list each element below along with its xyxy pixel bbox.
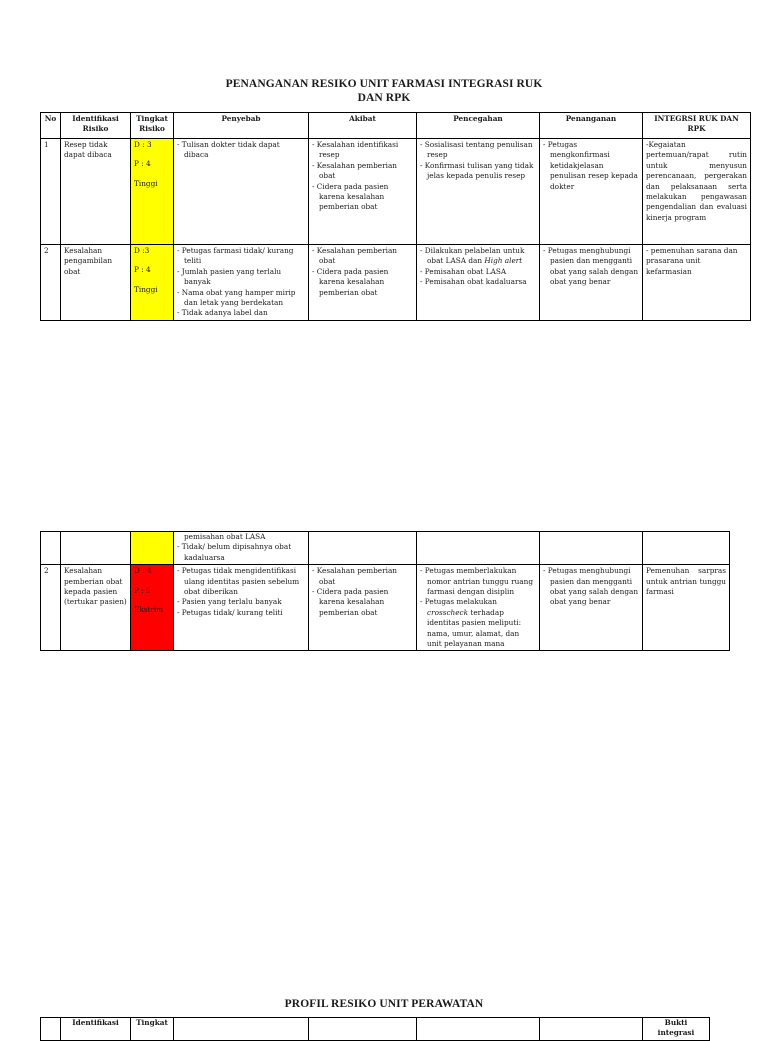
list-item-continued: pemisahan obat LASA xyxy=(184,532,266,541)
list-item: - Kesalahan pemberian obat xyxy=(312,161,413,182)
cell-akibat xyxy=(309,245,417,321)
cell-pencegahan xyxy=(417,139,540,245)
list-item: - Sosialisasi tentang penulisan resep xyxy=(420,140,536,161)
cell-identifikasi xyxy=(61,532,131,565)
tingkat-d: D : 4 xyxy=(134,566,152,576)
header-pencegahan xyxy=(417,1018,540,1041)
cell-no: 1 xyxy=(41,139,61,245)
list-item: - Petugas memberlakukan nomor antrian tunggu ruang farmasi dengan disiplin xyxy=(420,566,536,597)
cell-identifikasi: Kesalahan pengambilan obat xyxy=(61,245,131,321)
cell-no xyxy=(41,532,61,565)
list-item xyxy=(420,246,536,267)
header-no: No xyxy=(41,113,61,139)
cell-akibat xyxy=(309,139,417,245)
tingkat-d: D : 3 xyxy=(134,140,152,149)
page-title-line-1: PENANGANAN RESIKO UNIT FARMASI INTEGRASI RUK xyxy=(225,78,543,90)
header-no xyxy=(41,1018,61,1041)
list-item: - Jumlah pasien yang terlalu banyak xyxy=(177,267,305,288)
header-penanganan xyxy=(540,1018,643,1041)
header-integrasi: INTEGRSI RUK DAN RPK xyxy=(643,113,751,139)
list-item: - Petugas tidak/ kurang teliti xyxy=(177,608,305,618)
header-penyebab: Penyebab xyxy=(174,113,309,139)
header-penyebab xyxy=(174,1018,309,1041)
risk-table-farmasi-continued xyxy=(40,531,730,651)
list-item: - Petugas mengkonfirmasi ketidakjelasan penulisan resep kepada dokter xyxy=(543,140,639,192)
list-item: - Petugas menghubungi pasien dan mengganti obat yang salah dengan obat yang benar xyxy=(543,246,639,288)
tingkat-p: P : 4 xyxy=(134,159,151,169)
pencegahan-italic: High alert xyxy=(484,256,523,266)
cell-tingkat-risiko xyxy=(131,532,174,565)
list-item: - Pemisahan obat kadaluarsa xyxy=(420,277,536,287)
section-title-profil: PROFIL RESIKO UNIT PERAWATAN xyxy=(284,998,484,1010)
table-header-row xyxy=(41,113,751,139)
tingkat-d: D :3 xyxy=(134,246,150,255)
list-item: - Pemisahan obat LASA xyxy=(420,267,536,277)
tingkat-level: Tinggi xyxy=(134,178,158,188)
table-row xyxy=(41,139,751,245)
list-item: - Tidak/ belum dipisahnya obat kadaluarsa xyxy=(177,542,305,563)
table-header-row xyxy=(41,1018,710,1041)
cell-penyebab xyxy=(174,565,309,651)
header-tingkat: Tingkat Risiko xyxy=(131,113,174,139)
cell-integrasi xyxy=(643,532,730,565)
cell-penyebab xyxy=(174,532,309,565)
list-item: - Cidera pada pasien karena kesalahan pemberian obat xyxy=(312,587,413,618)
header-penanganan: Penanganan xyxy=(540,113,643,139)
list-item: - Kesalahan identifikasi resep xyxy=(312,140,413,161)
list-item: - Petugas farmasi tidak/ kurang teliti xyxy=(177,246,305,267)
list-item: - Cidera pada pasien karena kesalahan pemberian obat xyxy=(312,267,413,298)
cell-penanganan xyxy=(540,565,643,651)
cell-identifikasi: Resep tidak dapat dibaca xyxy=(61,139,131,245)
cell-pencegahan xyxy=(417,532,540,565)
list-item: - Petugas tidak mengidentifikasi ulang identitas pasien sebelum obat diberikan xyxy=(177,566,305,597)
cell-penanganan xyxy=(540,245,643,321)
list-item: - Tidak adanya label dan xyxy=(177,308,305,318)
list-item: - Kesalahan pemberian obat xyxy=(312,566,413,587)
header-identifikasi: Identifikasi Risiko xyxy=(61,113,131,139)
pencegahan-text: Petugas melakukan xyxy=(424,597,497,607)
cell-tingkat-risiko xyxy=(131,139,174,245)
list-item: - Tulisan dokter tidak dapat dibaca xyxy=(177,140,305,161)
cell-akibat xyxy=(309,532,417,565)
list-item: - Konfirmasi tulisan yang tidak jelas kepada penulis resep xyxy=(420,161,536,182)
cell-tingkat-risiko xyxy=(131,565,174,651)
cell-akibat xyxy=(309,565,417,651)
pencegahan-text: terhadap identitas pasien meliputi: nama, umur, alamat, dan unit pelayanan mana xyxy=(427,607,522,649)
cell-penanganan xyxy=(540,532,643,565)
header-pencegahan: Pencegahan xyxy=(417,113,540,139)
risk-table-farmasi xyxy=(40,112,751,321)
tingkat-p: P : 5 xyxy=(134,585,151,595)
cell-penyebab xyxy=(174,245,309,321)
tingkat-level: Ekstrim xyxy=(134,605,164,615)
cell-pencegahan xyxy=(417,245,540,321)
list-item: - Cidera pada pasien karena kesalahan pemberian obat xyxy=(312,182,413,213)
cell-integrasi: Pemenuhan sarpras untuk antrian tunggu farmasi xyxy=(643,565,730,651)
risk-table-perawatan xyxy=(40,1017,710,1041)
cell-penanganan xyxy=(540,139,643,245)
header-bukti-integrasi: Bukti integrasi xyxy=(643,1018,710,1041)
page-title-line-2: DAN RPK xyxy=(357,92,411,104)
table-row xyxy=(41,532,730,565)
table-row xyxy=(41,565,730,651)
pencegahan-italic: crosscheck xyxy=(427,607,469,617)
header-identifikasi: Identifikasi xyxy=(61,1018,131,1041)
list-item: - Kesalahan pemberian obat xyxy=(312,246,413,267)
cell-no: 2 xyxy=(41,565,61,651)
cell-identifikasi: Kesalahan pemberian obat kepada pasien (tertukar pasien) xyxy=(61,565,131,651)
cell-pencegahan xyxy=(417,565,540,651)
cell-penyebab xyxy=(174,139,309,245)
cell-integrasi: - pemenuhan sarana dan prasarana unit kefarmasian xyxy=(643,245,751,321)
cell-tingkat-risiko xyxy=(131,245,174,321)
cell-no: 2 xyxy=(41,245,61,321)
list-item: - Nama obat yang hamper mirip dan letak yang berdekatan xyxy=(177,288,305,309)
header-akibat: Akibat xyxy=(309,113,417,139)
table-row xyxy=(41,245,751,321)
tingkat-p: P : 4 xyxy=(134,265,151,275)
tingkat-level: Tinggi xyxy=(134,284,158,294)
header-akibat xyxy=(309,1018,417,1041)
list-item xyxy=(420,597,536,649)
header-tingkat: Tingkat xyxy=(131,1018,174,1041)
list-item: - Pasien yang terlalu banyak xyxy=(177,597,305,607)
list-item: - Petugas menghubungi pasien dan mengganti obat yang salah dengan obat yang benar xyxy=(543,566,639,608)
pencegahan-text: Dilakukan pelabelan untuk obat LASA dan xyxy=(424,246,525,266)
cell-integrasi: -Kegaiatan pertemuan/rapat rutin untuk menyusun perencanaan, pergerakan dan pelaksanaan serta melakukan pengawasan pengendalian dan evaluasi kinerja program xyxy=(643,139,751,245)
